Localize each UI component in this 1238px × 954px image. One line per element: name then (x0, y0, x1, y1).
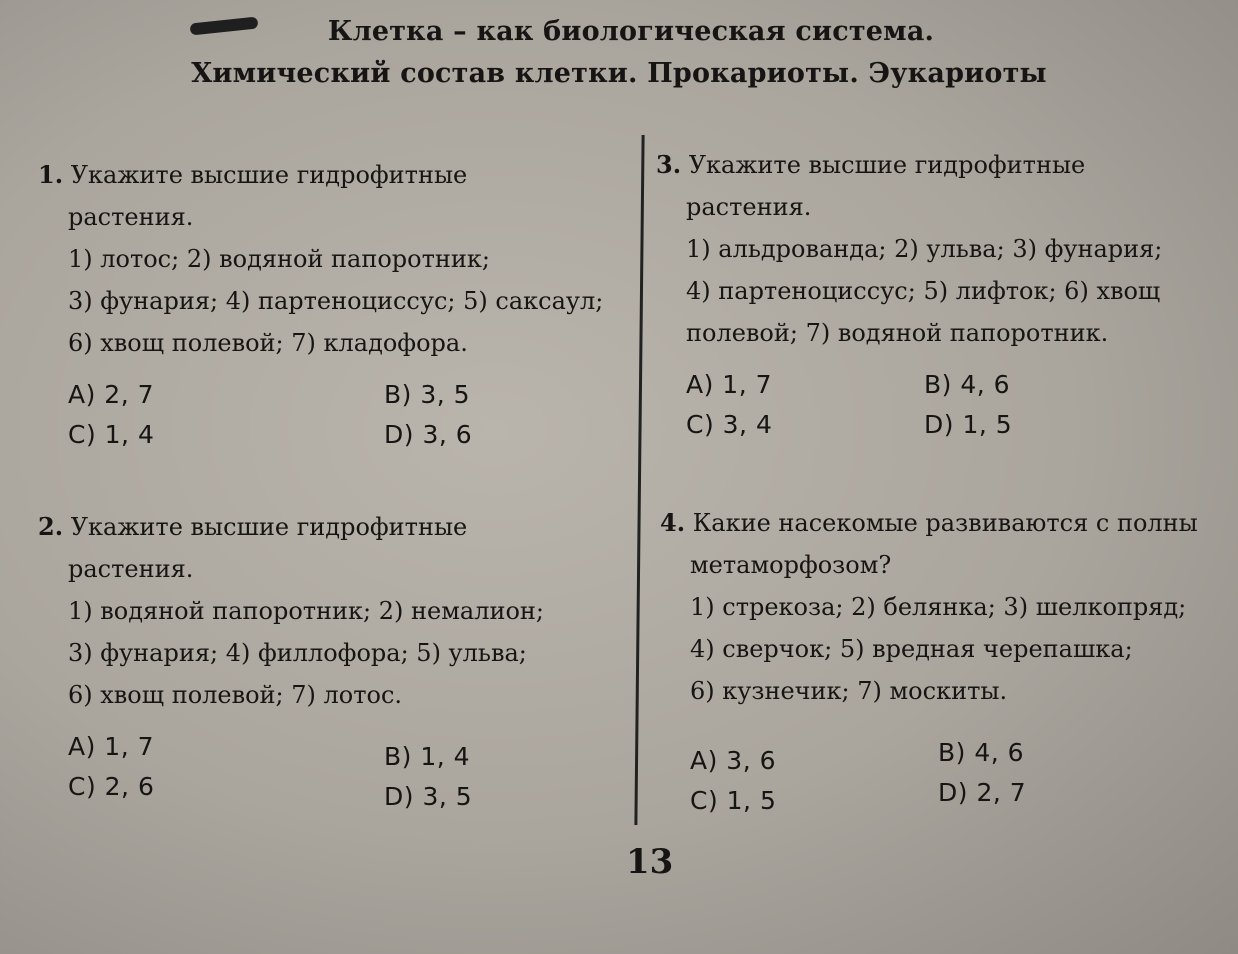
answer-c[interactable]: C) 3, 4 (686, 410, 773, 439)
question-3-option-line-1: 1) альдрованда; 2) ульва; 3) фунария; (686, 235, 1163, 263)
question-3-head (656, 144, 1162, 186)
question-2-option-line-3: 6) хвощ полевой; 7) лотос. (68, 681, 403, 709)
question-4-text-line-2: метаморфозом? (690, 551, 892, 579)
question-1-option-line-3: 6) хвощ полевой; 7) кладофора. (68, 329, 468, 357)
page-number: 13 (626, 842, 674, 882)
question-4-number: 4. (660, 508, 686, 537)
question-2-option-line-2: 3) фунария; 4) филлофора; 5) ульва; (68, 639, 527, 667)
question-2-text-line-1: Укажите высшие гидрофитные (70, 513, 468, 541)
question-4 (660, 502, 1198, 815)
question-2-option-line-1: 1) водяной папоротник; 2) немалион; (68, 597, 544, 625)
question-4-option-line-2: 4) сверчок; 5) вредная черепашка; (690, 635, 1133, 663)
answer-b[interactable]: B) 4, 6 (924, 370, 1011, 399)
question-2-answers (38, 726, 544, 810)
answer-c[interactable]: C) 1, 5 (690, 786, 777, 815)
question-2 (38, 506, 544, 810)
page-title-line-1: Клетка – как биологическая система. (327, 16, 935, 47)
question-3-option-line-2: 4) партеноциссус; 5) лифток; 6) хвощ (686, 277, 1161, 305)
question-4-head (660, 502, 1198, 544)
question-1-number: 1. (38, 160, 64, 189)
question-2-text-line-2: растения. (68, 555, 194, 583)
answer-b[interactable]: B) 4, 6 (938, 738, 1025, 767)
answer-d[interactable]: D) 3, 6 (384, 420, 473, 449)
question-4-answers (660, 722, 1198, 815)
question-3-text-line-2: растения. (686, 193, 812, 221)
question-1-option-line-2: 3) фунария; 4) партеноциссус; 5) саксаул; (68, 287, 604, 315)
answer-a[interactable]: A) 2, 7 (68, 380, 155, 409)
question-1 (38, 154, 603, 458)
question-2-number: 2. (38, 512, 64, 541)
question-3-option-line-3: полевой; 7) водяной папоротник. (686, 319, 1109, 347)
answer-d[interactable]: D) 1, 5 (924, 410, 1013, 439)
question-1-answers (38, 374, 603, 458)
question-1-option-line-1: 1) лотос; 2) водяной папоротник; (68, 245, 490, 273)
question-3-text-line-1: Укажите высшие гидрофитные (688, 151, 1086, 179)
answer-a[interactable]: A) 3, 6 (690, 746, 777, 775)
question-4-text-line-1: Какие насекомые развиваются с полны (692, 509, 1198, 537)
question-3-answers (656, 364, 1162, 448)
answer-d[interactable]: D) 3, 5 (384, 782, 473, 811)
answer-b[interactable]: B) 3, 5 (384, 380, 471, 409)
question-1-head (38, 154, 603, 196)
page-title-line-2: Химический состав клетки. Прокариоты. Эукариоты (191, 58, 1047, 89)
answer-d[interactable]: D) 2, 7 (938, 778, 1027, 807)
question-3-number: 3. (656, 150, 682, 179)
answer-c[interactable]: C) 1, 4 (68, 420, 155, 449)
question-1-text-line-2: растения. (68, 203, 194, 231)
answer-a[interactable]: A) 1, 7 (686, 370, 773, 399)
question-1-text-line-1: Укажите высшие гидрофитные (70, 161, 468, 189)
question-2-head (38, 506, 544, 548)
question-4-option-line-3: 6) кузнечик; 7) москиты. (690, 677, 1008, 705)
answer-c[interactable]: C) 2, 6 (68, 772, 155, 801)
answer-a[interactable]: A) 1, 7 (68, 732, 155, 761)
question-3 (656, 144, 1162, 448)
question-4-option-line-1: 1) стрекоза; 2) белянка; 3) шелкопряд; (690, 593, 1187, 621)
answer-b[interactable]: B) 1, 4 (384, 742, 471, 771)
